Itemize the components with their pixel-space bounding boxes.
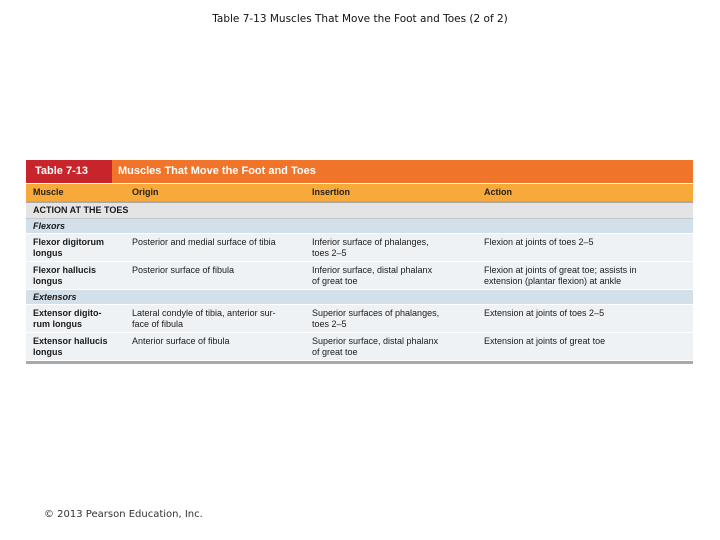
group-heading-extensors: Extensors [26, 290, 693, 305]
cell-line: Flexion at joints of great toe; assists in [484, 265, 637, 275]
action-cell [477, 308, 693, 330]
cell-line: longus [33, 248, 63, 258]
cell-line: Extensor digito- [33, 308, 102, 318]
slide-title: Table 7-13 Muscles That Move the Foot and Toes (2 of 2) [212, 13, 508, 25]
table-title: Muscles That Move the Foot and Toes [118, 165, 316, 177]
origin-cell [125, 237, 306, 259]
header-insertion: Insertion [312, 187, 351, 197]
table-header-row [26, 184, 693, 201]
header-action: Action [484, 187, 512, 197]
cell-line: longus [33, 347, 63, 357]
cell-line: longus [33, 276, 63, 286]
copyright-notice: © 2013 Pearson Education, Inc. [44, 509, 203, 520]
muscle-cell [26, 237, 125, 259]
cell-line: Extension at joints of great toe [484, 336, 606, 346]
action-cell [477, 336, 693, 358]
insertion-cell [306, 265, 477, 287]
table-row [26, 305, 693, 333]
cell-line: Superior surfaces of phalanges, [312, 308, 440, 318]
origin-cell [125, 265, 306, 287]
muscle-cell [26, 265, 125, 287]
cell-line: of great toe [312, 276, 358, 286]
header-origin: Origin [132, 187, 159, 197]
cell-line: Flexor digitorum [33, 237, 105, 247]
cell-line: Superior surface, distal phalanx [312, 336, 439, 346]
cell-line: Posterior and medial surface of tibia [132, 237, 276, 247]
cell-line: Flexor hallucis [33, 265, 97, 275]
table-row [26, 333, 693, 361]
cell-line: rum longus [33, 319, 82, 329]
cell-line: extension (plantar flexion) at ankle [484, 276, 622, 286]
cell-line: of great toe [312, 347, 358, 357]
cell-line: Anterior surface of fibula [132, 336, 230, 346]
section-heading: ACTION AT THE TOES [26, 201, 693, 219]
muscle-cell [26, 336, 125, 358]
cell-line: Extension at joints of toes 2–5 [484, 308, 605, 318]
origin-cell [125, 308, 306, 330]
muscle-table [26, 160, 693, 364]
table-row [26, 234, 693, 262]
cell-line: Lateral condyle of tibia, anterior sur- [132, 308, 276, 318]
table-number-tab: Table 7-13 [26, 160, 112, 183]
insertion-cell [306, 336, 477, 358]
cell-line: toes 2–5 [312, 248, 347, 258]
muscle-cell [26, 308, 125, 330]
cell-line: Extensor hallucis [33, 336, 108, 346]
cell-line: Posterior surface of fibula [132, 265, 235, 275]
action-cell [477, 237, 693, 259]
group-heading-flexors: Flexors [26, 219, 693, 234]
insertion-cell [306, 308, 477, 330]
table-title-bar [26, 160, 693, 184]
cell-line: face of fibula [132, 319, 184, 329]
table-bottom-rule [26, 361, 693, 364]
table-row [26, 262, 693, 290]
cell-line: Inferior surface of phalanges, [312, 237, 429, 247]
insertion-cell [306, 237, 477, 259]
cell-line: toes 2–5 [312, 319, 347, 329]
header-muscle: Muscle [33, 187, 64, 197]
origin-cell [125, 336, 306, 358]
cell-line: Inferior surface, distal phalanx [312, 265, 433, 275]
cell-line: Flexion at joints of toes 2–5 [484, 237, 594, 247]
action-cell [477, 265, 693, 287]
